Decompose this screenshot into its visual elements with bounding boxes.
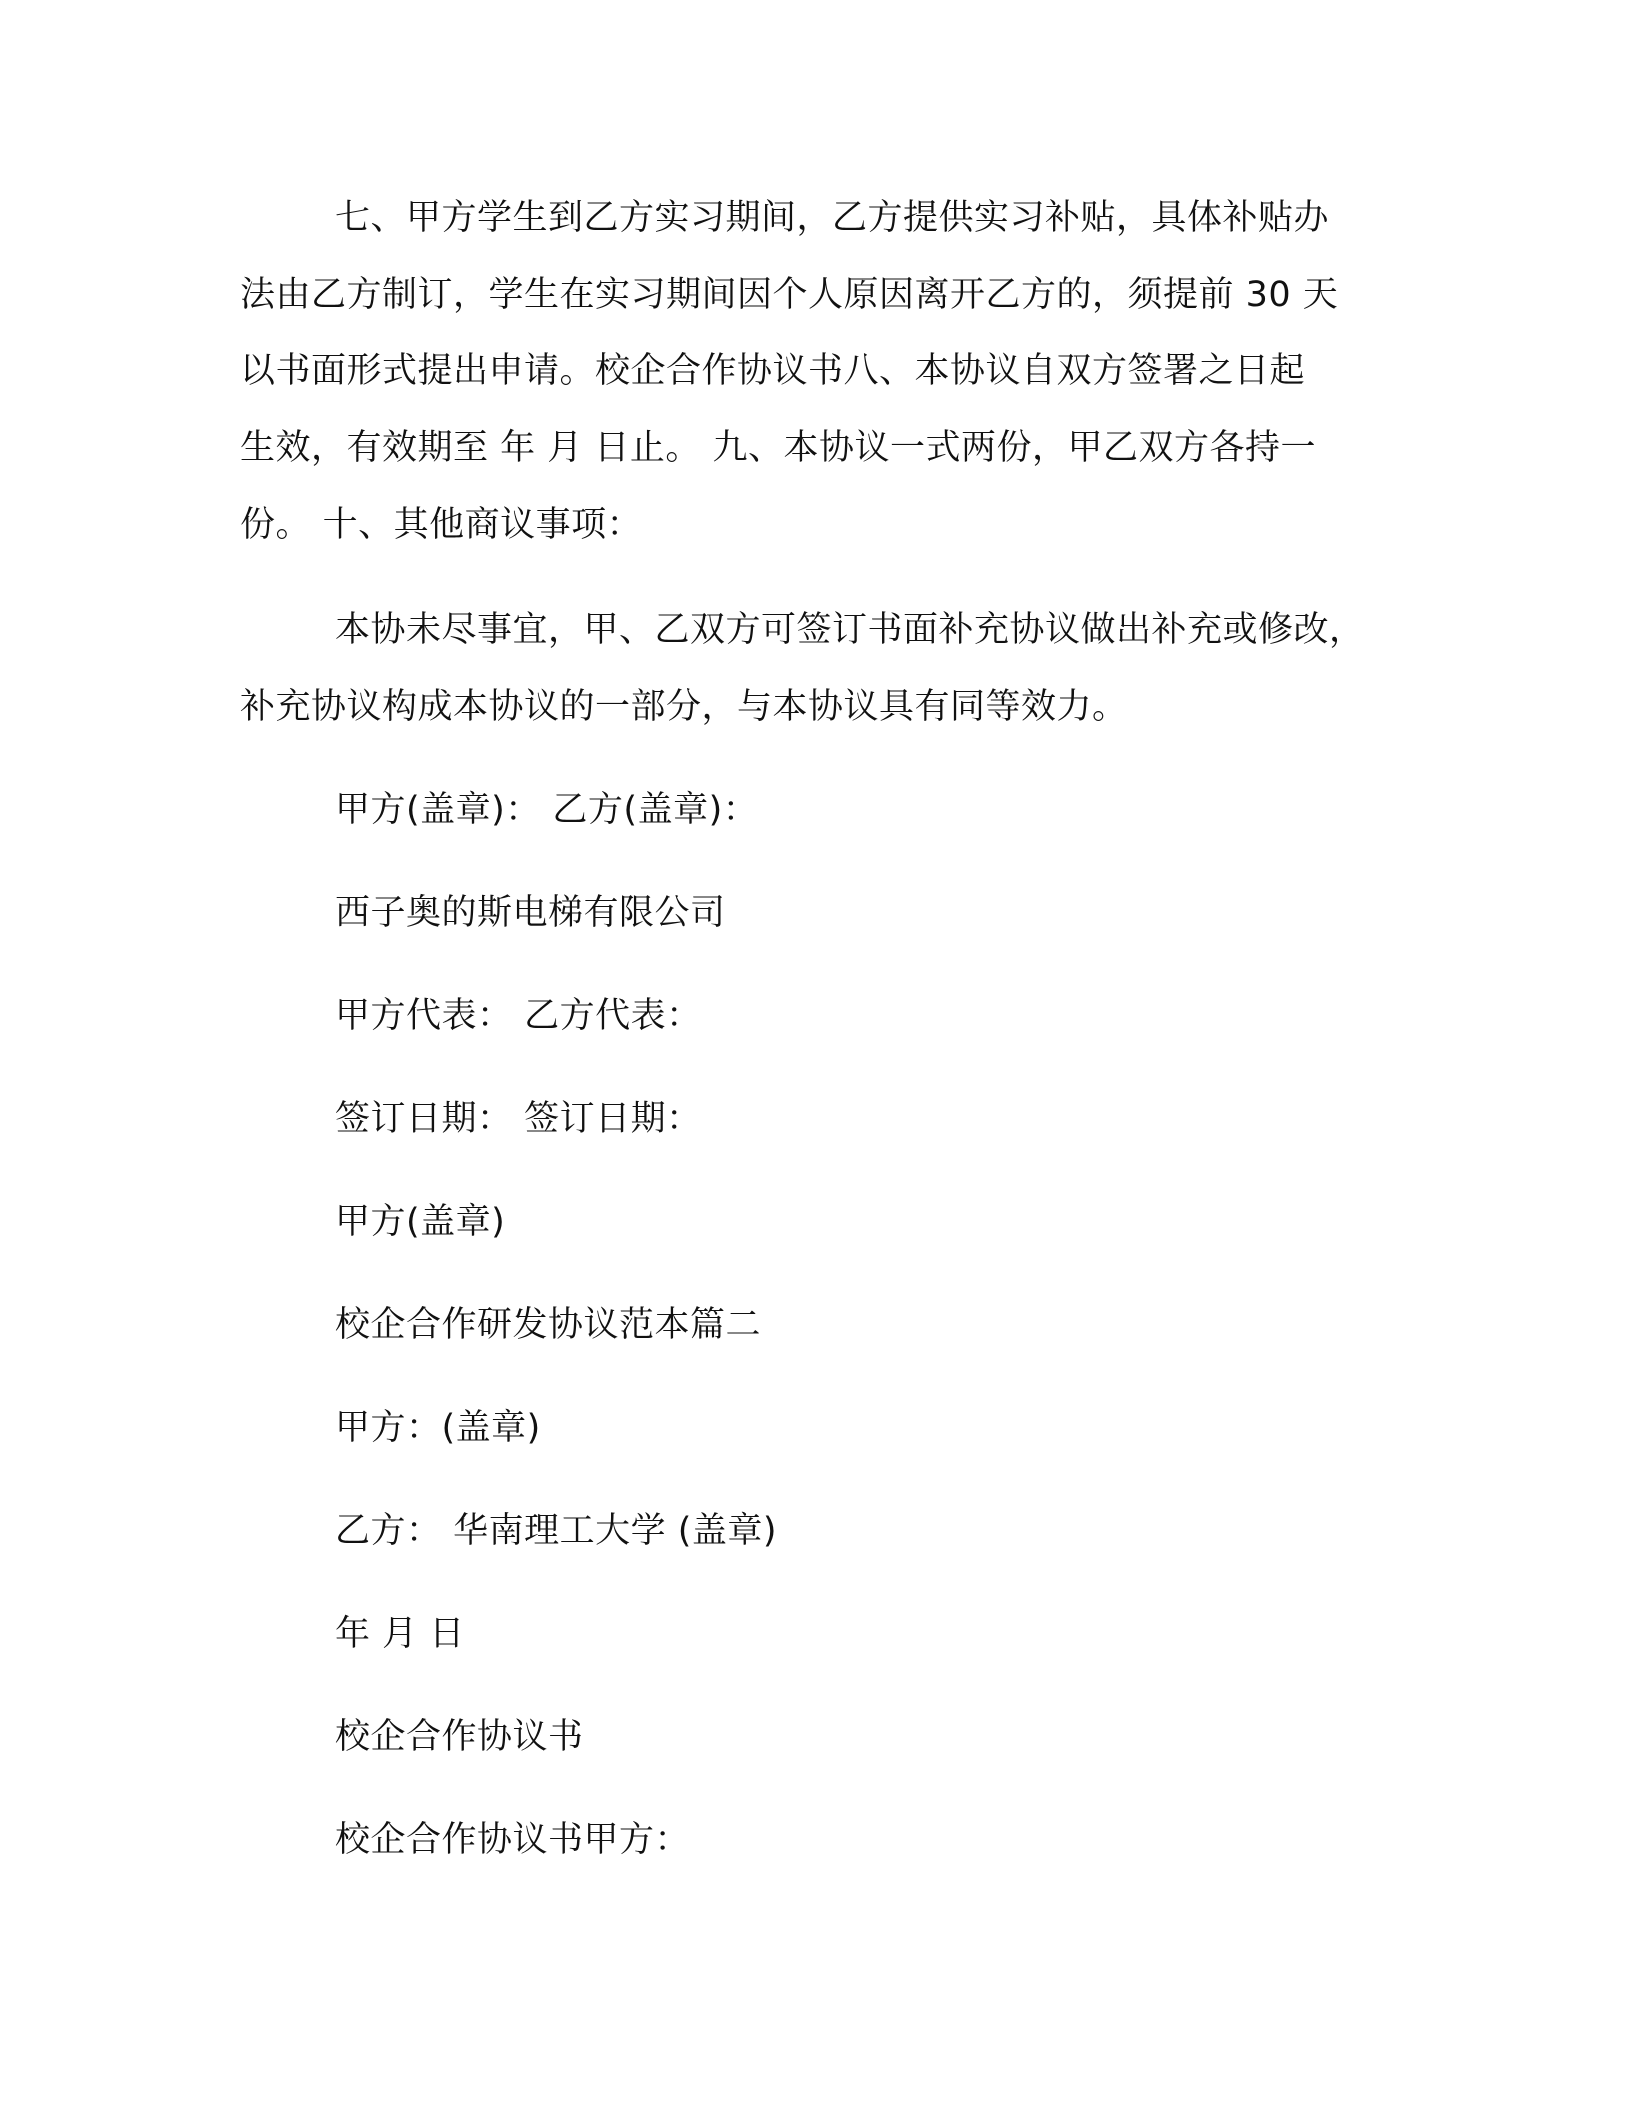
para-2-line-1: 本协未尽事宜，甲、乙双方可签订书面补充协议做出补充或修改， (335, 610, 1365, 650)
para-1-line-2: 法由乙方制订，学生在实习期间因个人原因离开乙方的，须提前 30 天 (240, 275, 1339, 315)
para-2-line-2: 补充协议构成本协议的一部分，与本协议具有同等效力。 (240, 687, 1128, 727)
party-b-line: 乙方： 华南理工大学 (盖章) (335, 1511, 778, 1551)
section-title-line: 校企合作研发协议范本篇二 (335, 1305, 762, 1345)
agreement-title-line: 校企合作协议书 (335, 1717, 584, 1757)
agreement-party-a-line: 校企合作协议书甲方： (335, 1820, 691, 1860)
para-1-line-1: 七、甲方学生到乙方实习期间，乙方提供实习补贴，具体补贴办 (335, 198, 1330, 238)
date-line: 年 月 日 (335, 1614, 465, 1654)
company-name-line: 西子奥的斯电梯有限公司 (335, 893, 726, 933)
para-1-line-4: 生效，有效期至 年 月 日止。 九、本协议一式两份，甲乙双方各持一 (240, 428, 1317, 468)
signing-date-line: 签订日期： 签订日期： (335, 1099, 702, 1139)
party-a-line: 甲方：(盖章) (335, 1408, 541, 1448)
para-1-line-5: 份。 十、其他商议事项： (240, 505, 643, 545)
representatives-line: 甲方代表： 乙方代表： (335, 996, 702, 1036)
party-a-seal-line: 甲方(盖章) (335, 1202, 506, 1242)
signature-parties-line: 甲方(盖章)： 乙方(盖章)： (335, 790, 759, 830)
para-1-line-3: 以书面形式提出申请。校企合作协议书八、本协议自双方签署之日起 (240, 351, 1306, 391)
